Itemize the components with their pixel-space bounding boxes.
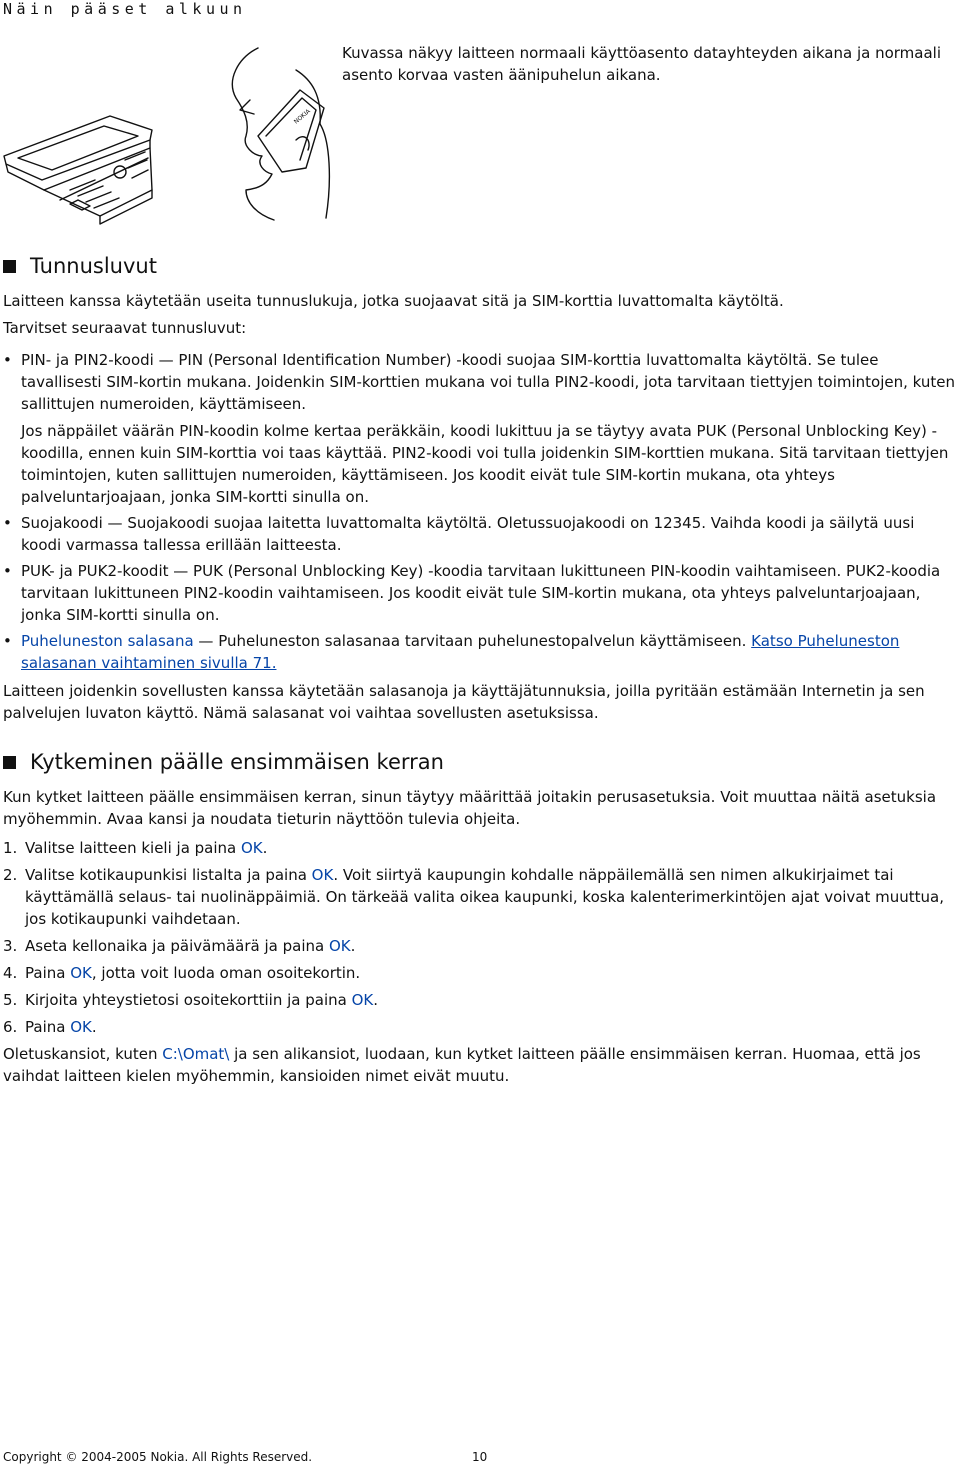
step-text: Valitse laitteen kieli ja paina [25, 839, 241, 857]
paragraph: Laitteen kanssa käytetään useita tunnuslukuja, jotka suojaavat sitä ja SIM-korttia luvattomalta käytöltä. [3, 292, 784, 310]
section-heading-tunnusluvut [3, 252, 958, 280]
step-text: Paina [25, 1018, 71, 1036]
step-number: 6. [3, 1018, 18, 1036]
step-text: , jotta voit luoda oman osoitekortin. [91, 964, 361, 982]
dash: — [193, 632, 219, 650]
ok-key: OK [328, 937, 351, 955]
paragraph: Tarvitset seuraavat tunnusluvut: [3, 319, 247, 337]
step-number: 2. [3, 866, 18, 884]
term: Suojakoodi [21, 514, 103, 532]
list-item [3, 560, 958, 626]
section-heading-kytkeminen [3, 748, 958, 776]
term-link[interactable]: Puheluneston salasana [21, 632, 194, 650]
dash: — [102, 514, 128, 532]
square-bullet-icon [3, 260, 16, 273]
step-item [3, 864, 958, 930]
item-extra: Jos näppäilet väärän PIN-koodin kolme kertaa peräkkäin, koodi lukittuu ja se täytyy avata PUK (Personal Unblocking Key) -koodilla, ennen kuin SIM-korttia voi taas käyttää. PIN2-koodi voi tulla joidenkin SIM-korttien mukana. Sitä tarvitaan tiettyjen toimintojen, kuten sallittujen numeroiden, käyttämiseen. Jos koodit eivät tule SIM-kortin mukana, ota yhteys palveluntarjoajaan, jonka SIM-kortti sinulla on. [21, 422, 949, 506]
copyright-footer: Copyright © 2004-2005 Nokia. All Rights Reserved. [3, 1450, 313, 1464]
steps-list [3, 837, 958, 1038]
square-bullet-icon [3, 756, 16, 769]
figure-caption: Kuvassa näkyy laitteen normaali käyttöasento datayhteyden aikana ja normaali asento korvaa vasten äänipuhelun aikana. [342, 44, 942, 84]
code-list [3, 349, 958, 674]
step-item [3, 962, 958, 984]
list-item [3, 349, 958, 508]
communicator-device [4, 116, 152, 224]
term: PIN- ja PIN2-koodi [21, 351, 154, 369]
ok-key: OK [351, 991, 374, 1009]
page-number: 10 [472, 1450, 488, 1464]
term: PUK- ja PUK2-koodit [21, 562, 169, 580]
step-text: Valitse kotikaupunkisi listalta ja paina [25, 866, 312, 884]
step-item [3, 837, 958, 859]
step-number: 4. [3, 964, 18, 982]
item-text: PUK (Personal Unblocking Key) -koodia tarvitaan lukittuneen PIN-koodin vaihtamiseen. PUK2-koodia tarvitaan lukittuneen PIN2-koodin vaihtamiseen. Jos koodit eivät tule SIM-kortin mukana, ota yhteys palveluntarjoajaan, jonka SIM-kortti sinulla on. [21, 562, 941, 624]
step-item [3, 1016, 958, 1038]
section-title: Tunnusluvut [30, 254, 157, 278]
step-text: . [91, 1018, 97, 1036]
step-text: Kirjoita yhteystietosi osoitekorttiin ja paina [25, 991, 352, 1009]
ok-key: OK [311, 866, 334, 884]
step-item [3, 989, 958, 1011]
list-item [3, 512, 958, 556]
step-text: . Voit siirtyä kaupungin kohdalle näppäilemällä sen nimen alkukirjaimet tai käyttämällä selaus- tai nuolinäppäimiä. On tärkeää valita oikea kaupunki, koska kalenterimerkintöjen ajat voivat muuttua, jos kotikaupunki vaihdetaan. [25, 866, 945, 928]
dash: — [153, 351, 179, 369]
head-profile [232, 48, 329, 220]
main-content [3, 252, 958, 1087]
text: Oletuskansiot, kuten [3, 1045, 163, 1063]
step-text: . [262, 839, 268, 857]
step-text: Paina [25, 964, 71, 982]
paragraph: Laitteen joidenkin sovellusten kanssa käytetään salasanoja ja käyttäjätunnuksia, joilla pyritään estämään Internetin ja sen palvelujen luvaton käyttö. Nämä salasanat voi vaihtaa sovellusten asetuksissa. [3, 682, 925, 722]
ok-key: OK [70, 964, 92, 982]
folder-path: C:\Omat\ [162, 1045, 230, 1063]
cross-reference-link[interactable]: Katso Puheluneston salasanan vaihtaminen sivulla 71. [21, 632, 900, 672]
paragraph [3, 1043, 958, 1087]
step-text: Aseta kellonaika ja päivämäärä ja paina [25, 937, 329, 955]
ok-key: OK [241, 839, 263, 857]
item-text: PIN (Personal Identification Number) -koodi suojaa SIM-korttia luvattomalta käytöltä. Se tulee tavallisesti SIM-kortin mukana. Joidenkin SIM-korttien mukana voi tulla PIN2-koodi, jota tarvitaan tiettyjen toimintojen, kuten sallittujen numeroiden, käyttämiseen. [21, 351, 955, 413]
section-title: Kytkeminen päälle ensimmäisen kerran [30, 750, 444, 774]
step-number: 1. [3, 839, 18, 857]
step-number: 5. [3, 991, 18, 1009]
step-number: 3. [3, 937, 18, 955]
dash: — [168, 562, 194, 580]
running-header: Näin pääset alkuun [3, 0, 247, 18]
step-text: . [373, 991, 379, 1009]
step-text: . [350, 937, 356, 955]
paragraph: Kun kytket laitteen päälle ensimmäisen kerran, sinun täytyy määrittää joitakin perusasetuksia. Voit muuttaa näitä asetuksia myöhemmin. Avaa kansi ja noudata tieturin näyttöön tulevia ohjeita. [3, 788, 937, 828]
text: ja sen alikansiot, luodaan, kun kytket laitteen päälle ensimmäisen kerran. Huomaa, että jos vaihdat laitteen kielen myöhemmin, kansioiden nimet eivät muutu. [3, 1045, 921, 1085]
ok-key: OK [70, 1018, 92, 1036]
step-item [3, 935, 958, 957]
item-text: Suojakoodi suojaa laitetta luvattomalta käytöltä. Oletussuojakoodi on 12345. Vaihda koodi ja säilytä uusi koodi varmassa tallessa erillään laitteesta. [21, 514, 915, 554]
device-illustration [0, 40, 340, 225]
brand-label: NOKIA [292, 107, 312, 126]
item-text: Puheluneston salasanaa tarvitaan puhelunestopalvelun käyttämiseen. [218, 632, 752, 650]
list-item [3, 630, 958, 674]
